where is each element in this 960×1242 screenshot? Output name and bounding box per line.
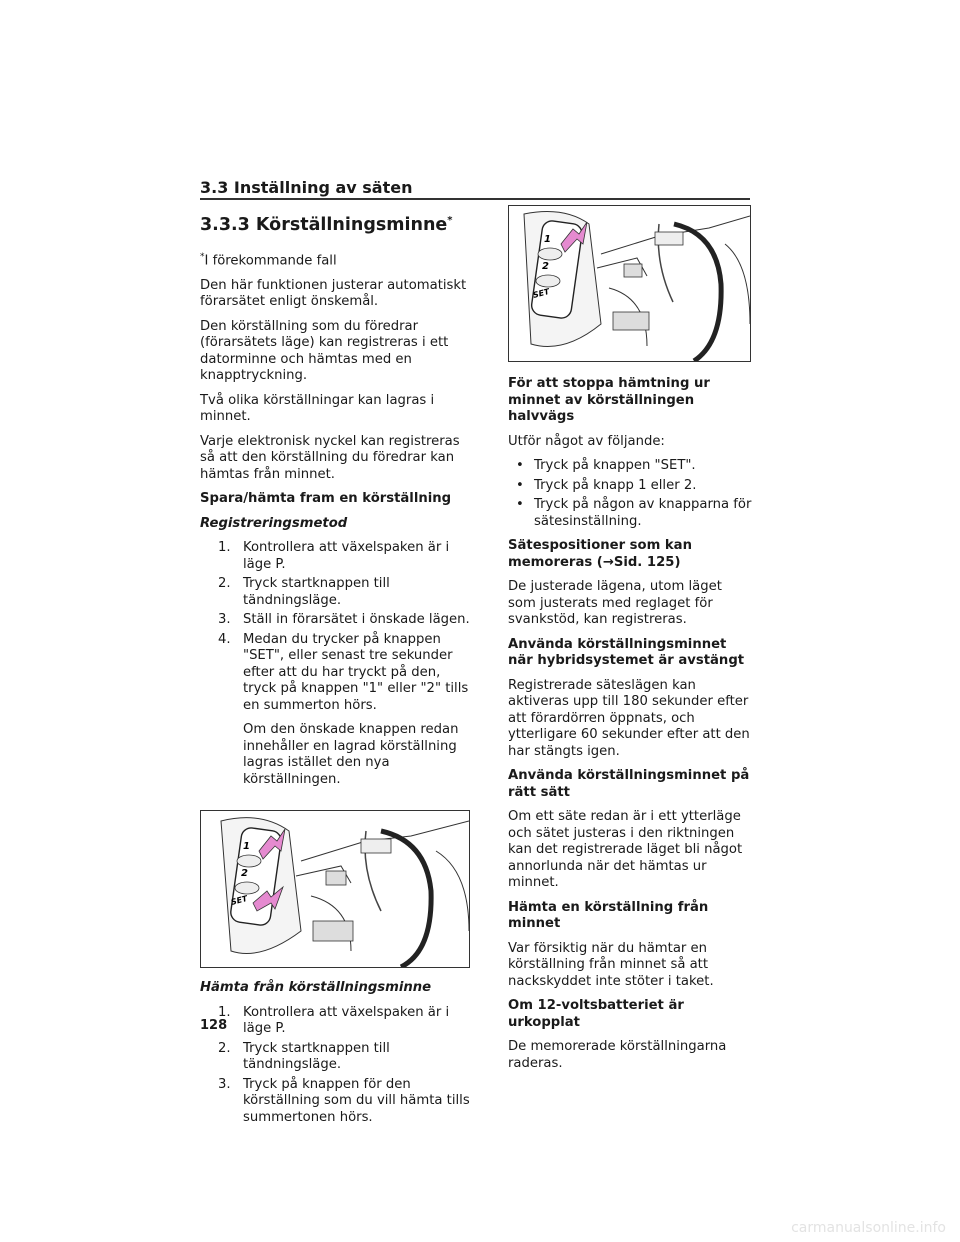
section-divider	[200, 198, 750, 200]
illustration-set-and-memory-buttons	[200, 810, 470, 968]
recall-steps	[200, 1005, 475, 1127]
subheading-store: Spara/hämta fram en körställning	[200, 491, 452, 507]
intro-paragraph: Den körställning som du föredrar (förarsätets läge) kan registreras i ett datorminne och hämtas med en knapptryckning.	[200, 318, 449, 384]
set-button-label: SET	[229, 894, 249, 908]
illustration-memory-button	[508, 205, 751, 362]
paragraph: De memorerade körställningarna raderas.	[508, 1039, 727, 1071]
intro-paragraph: Den här funktionen justerar automatiskt förarsätet enligt önskemål.	[200, 277, 467, 310]
intro-paragraph: Varje elektronisk nyckel kan registreras så att den körställning du föredrar kan hämtas från minnet.	[200, 433, 460, 482]
paragraph: Utför något av följande:	[508, 433, 665, 449]
stop-list	[508, 458, 753, 530]
list-item: 2. Tryck startknappen till tändningsläge.	[218, 1040, 390, 1073]
paragraph: Om ett säte redan är i ett ytterläge och sätet justeras i den riktningen kan det registrerade läget bli något annorlunda när det hämtas ur minnet.	[508, 809, 743, 890]
paragraph: Registrerade säteslägen kan aktiveras upp till 180 sekunder efter att förardörren öppnats, och ytterligare 60 sekunder efter att den har stängts igen.	[508, 677, 750, 759]
list-item: 1. Kontrollera att växelspaken är i läge P.	[218, 1004, 450, 1037]
subheading-registration: Registreringsmetod	[200, 515, 348, 531]
page-number: 128	[200, 1018, 228, 1033]
list-item: 2. Tryck startknappen till tändningsläge.	[218, 576, 390, 608]
right-column	[508, 205, 753, 1080]
page-title: 3.3.3 Körställningsminne*	[200, 214, 453, 235]
list-item: • Tryck på någon av knapparna för sätesinställning.	[516, 497, 753, 530]
subheading-stop: För att stoppa hämtning ur minnet av körställningen halvvägs	[508, 376, 710, 424]
subheading-correct-use: Använda körställningsminnet på rätt sätt	[508, 768, 750, 800]
button-1-label: 1	[544, 234, 551, 245]
subheading-battery: Om 12-voltsbatteriet är urkopplat	[508, 998, 684, 1030]
watermark: carmanualsonline.info	[791, 1220, 946, 1236]
section-header: 3.3 Inställning av säten	[200, 178, 413, 197]
paragraph: Var försiktig när du hämtar en körställning från minnet så att nackskyddet inte stöter i taket.	[508, 940, 714, 989]
list-item: 3. Tryck på knappen för den körställning som du vill hämta tills summertonen hörs.	[218, 1076, 470, 1125]
subheading-recall: Hämta från körställningsminne	[200, 980, 432, 996]
subheading-fetch: Hämta en körställning från minnet	[508, 899, 709, 931]
intro-paragraph: Två olika körställningar kan lagras i minnet.	[200, 392, 435, 425]
list-item: • Tryck på knappen "SET".	[516, 458, 753, 475]
set-button-label: SET	[531, 286, 551, 300]
list-item: 3. Ställ in förarsätet i önskade lägen.	[218, 612, 470, 628]
footnote: *I förekommande fall	[200, 251, 337, 269]
left-column	[200, 205, 475, 1134]
registration-steps	[200, 540, 475, 788]
button-2-label: 2	[241, 868, 248, 880]
paragraph: De justerade lägena, utom läget som justerats med reglaget för svankstöd, kan registreras.	[508, 579, 722, 627]
subheading-hybrid: Använda körställningsminnet när hybridsystemet är avstängt	[508, 636, 745, 668]
subheading-positions: Sätespositioner som kan memoreras (→Sid. 125)	[508, 538, 692, 570]
list-item: • Tryck på knapp 1 eller 2.	[516, 478, 753, 495]
list-item: 1. Kontrollera att växelspaken är i läge P.	[218, 540, 450, 572]
list-item: 4. Medan du trycker på knappen "SET", eller senast tre sekunder efter att du har tryckt på den, tryck på knappen "1" eller "2" tills en summerton hörs. Om den önskade knappen redan innehåller en lagrad körställning lagras istället den nya körställningen.	[218, 631, 469, 787]
button-2-label: 2	[542, 261, 549, 272]
button-1-label: 1	[243, 841, 250, 853]
